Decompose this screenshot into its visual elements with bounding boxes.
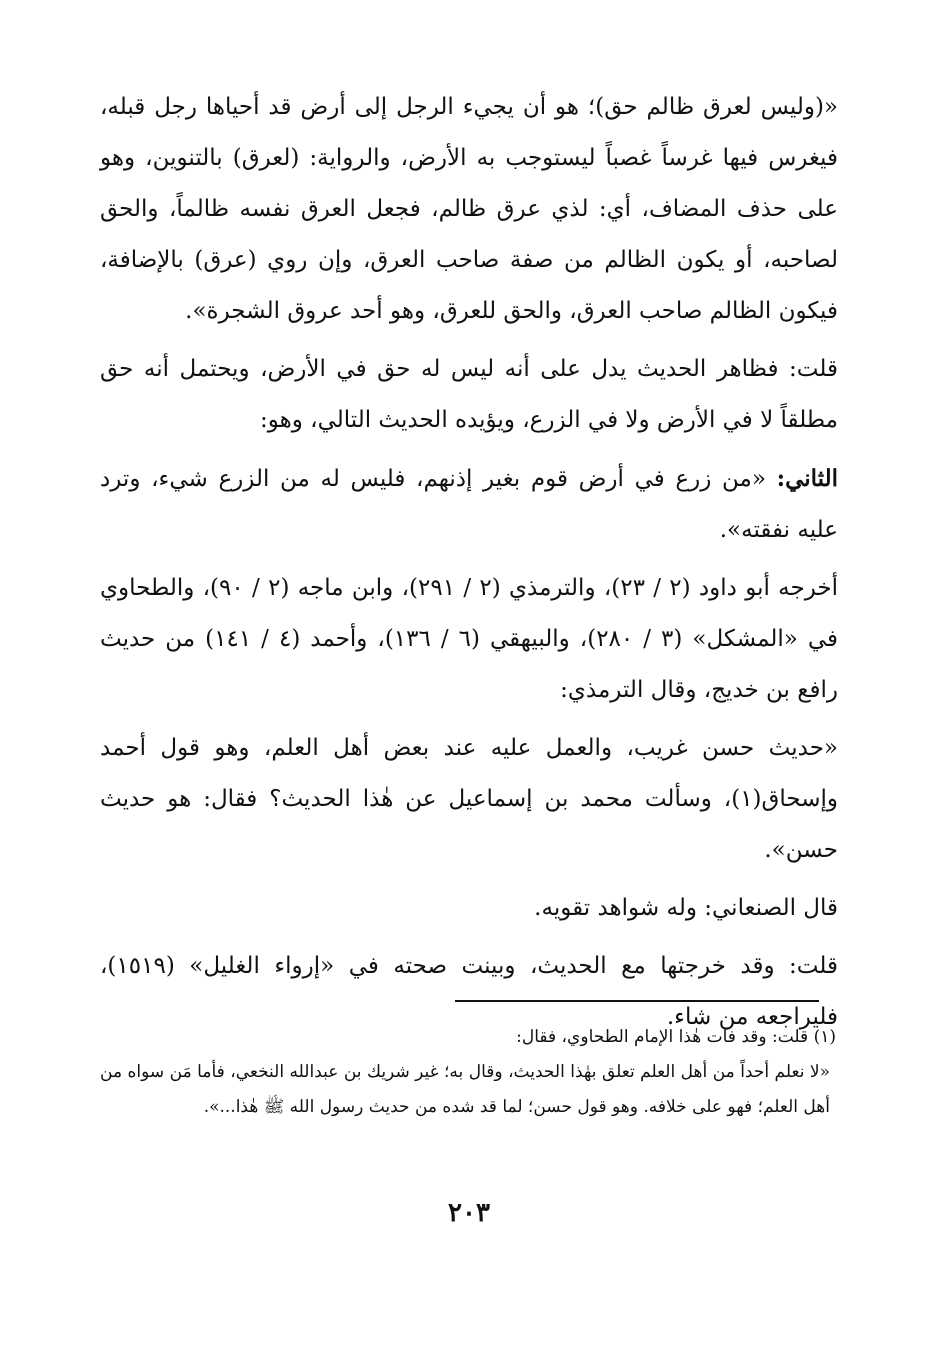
paragraph-takhrij: أخرجه أبو داود (٢ / ٢٣)، والترمذي (٢ / ٢٩١)، وابن ماجه (٢ / ٩٠)، والطحاوي في «المشكل» (٣ / ٢٨٠)، والبيهقي (٦ / ١٣٦)، وأحمد (٤ / ١٤١) من حديث رافع بن خديج، وقال الترمذي: <box>100 575 839 703</box>
paragraph-sharh: «(وليس لعرق ظالم حق)؛ هو أن يجيء الرجل إلى أرض قد أحياها رجل قبله، فيغرس فيها غرساً غصباً ليستوجب به الأرض، والرواية: (لعرق) بالتنوين، وهو على حذف المضاف، أي: لذي عرق ظالم، فجعل العرق نفسه ظالماً، والحق لصاحبه، أو يكون الظالم من صفة صاحب العرق، وإن روي (عرق) بالإضافة، فيكون الظالم صاحب العرق، والحق للعرق، وهو أحد عروق الشجرة». <box>100 94 838 324</box>
paragraph-sanani: قال الصنعاني: وله شواهد تقويه. <box>534 895 838 921</box>
footnotes <box>100 1020 836 1125</box>
footnote-1-quote: «لا نعلم أحداً من أهل العلم تعلق بهٰذا الحديث، وقال به؛ غير شريك بن عبدالله النخعي، فأما مَن سواه من أهل العلم؛ فهو على خلافه. وهو قول حسن؛ لما قد شده من حديث رسول الله ﷺ هٰذا...». <box>100 1062 830 1117</box>
hadith-label: الثاني: <box>776 465 839 492</box>
paragraph-tirmidhi-quote: «حديث حسن غريب، والعمل عليه عند بعض أهل العلم، وهو قول أحمد وإسحاق(١)، وسألت محمد بن إسماعيل عن هٰذا الحديث؟ فقال: هو حديث حسن». <box>100 735 838 863</box>
paragraph-hadith-second <box>100 453 838 556</box>
footnote-divider <box>455 1000 819 1002</box>
main-text <box>100 82 838 1050</box>
footnote-1: (١) قلت: وقد فات هٰذا الإمام الطحاوي، فقال: <box>516 1027 836 1047</box>
page-number: ٢٠٣ <box>448 1198 490 1228</box>
paragraph-irwa: قلت: وقد خرجتها مع الحديث، وبينت صحته في «إرواء الغليل» (١٥١٩)، فليراجعه من شاء. <box>100 953 838 1030</box>
hadith-text: «من زرع في أرض قوم بغير إذنهم، فليس له من الزرع شيء، وترد عليه نفقته». <box>100 466 838 543</box>
paragraph-qultu: قلت: فظاهر الحديث يدل على أنه ليس له حق في الأرض، ويحتمل أنه حق مطلقاً لا في الأرض ولا في الزرع، ويؤيده الحديث التالي، وهو: <box>100 356 838 433</box>
